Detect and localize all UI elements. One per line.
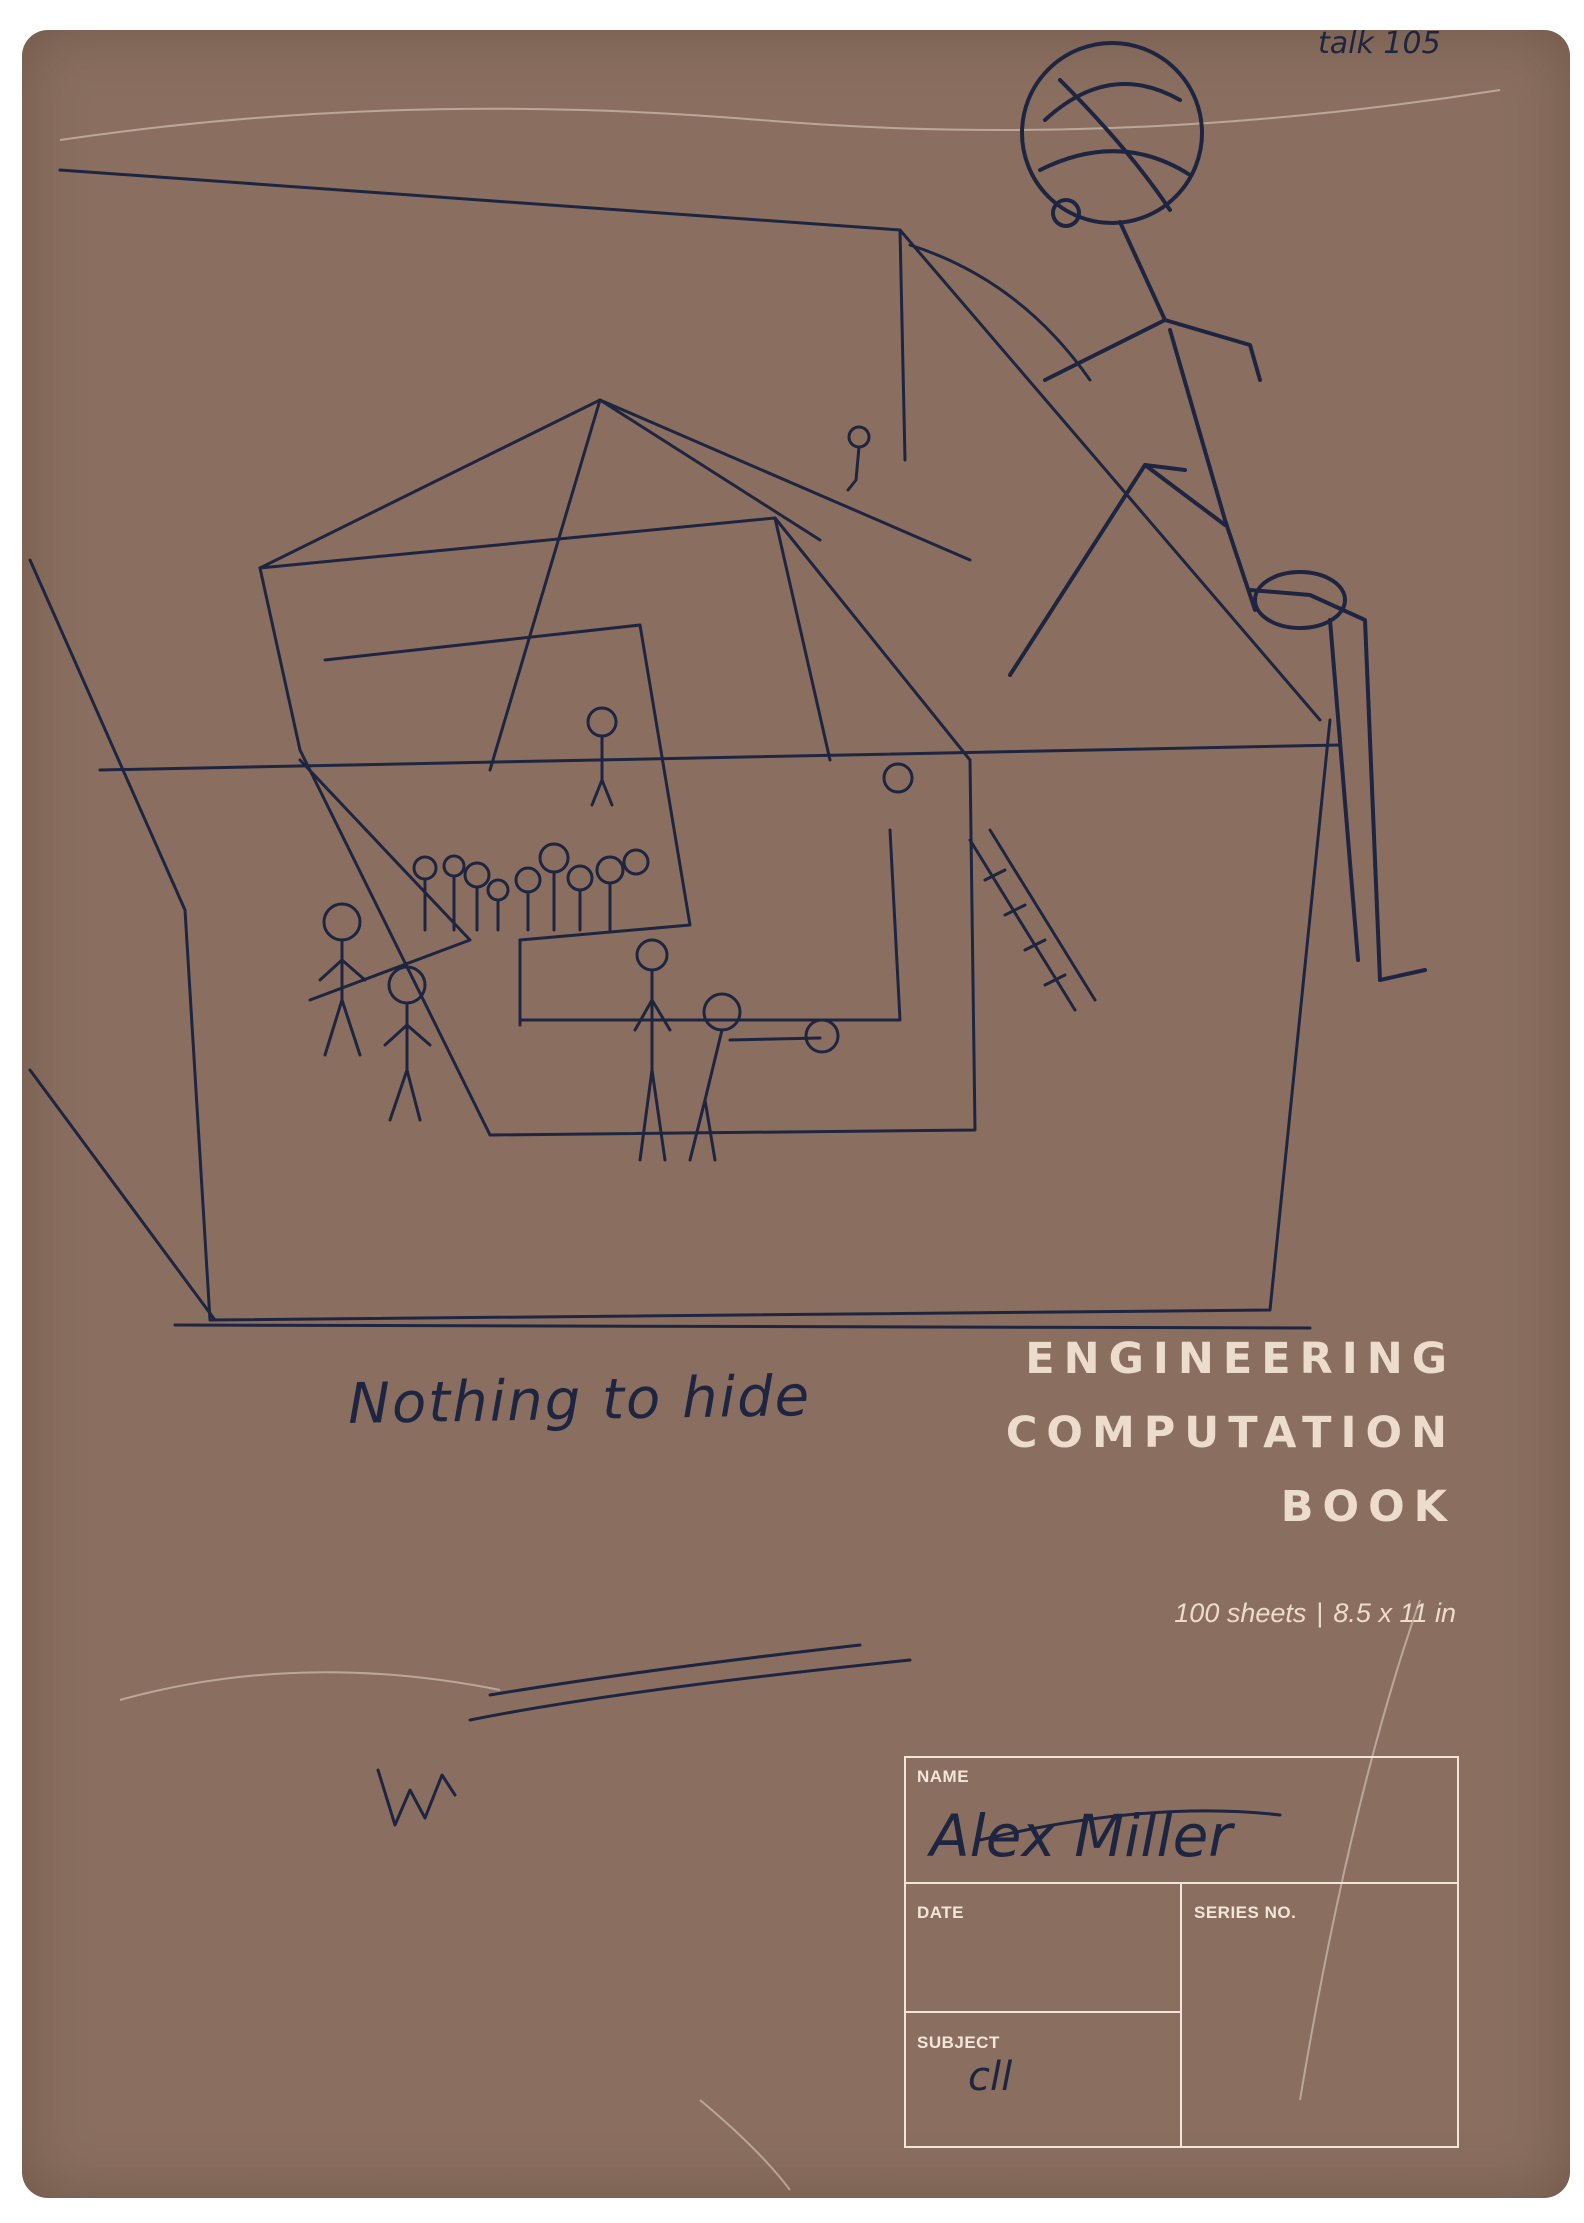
series-no-label: SERIES NO. xyxy=(1194,1903,1297,1922)
name-value: Alex Miller xyxy=(930,1802,1233,1870)
sheet-specs xyxy=(1174,1598,1456,1629)
handwritten-caption: Nothing to hide xyxy=(347,1363,812,1438)
scribble-lines xyxy=(470,1645,910,1720)
sheet-count: 100 sheets xyxy=(1174,1598,1307,1628)
corner-note: talk 105 xyxy=(1318,26,1441,61)
subject-label: SUBJECT xyxy=(917,2033,1000,2052)
cover-title-line-2: COMPUTATION xyxy=(1005,1408,1456,1458)
name-label: NAME xyxy=(917,1767,970,1786)
subject-value: cll xyxy=(968,2054,1013,2100)
pen-drawing xyxy=(30,43,1425,1840)
scribble-w xyxy=(378,1770,455,1825)
outer-room-top-edge xyxy=(60,170,1320,720)
sheet-size: 8.5 x 11 in xyxy=(1333,1598,1456,1628)
cover-creases xyxy=(60,90,1500,2190)
specs-separator: | xyxy=(1316,1598,1324,1628)
cover-title-line-3: BOOK xyxy=(1280,1482,1456,1532)
stick-figures xyxy=(320,427,912,1160)
date-label: DATE xyxy=(917,1903,965,1922)
giant-figure xyxy=(1010,43,1425,980)
cover-title-line-1: ENGINEERING xyxy=(1025,1334,1456,1384)
inner-box-top-edge xyxy=(260,400,970,568)
